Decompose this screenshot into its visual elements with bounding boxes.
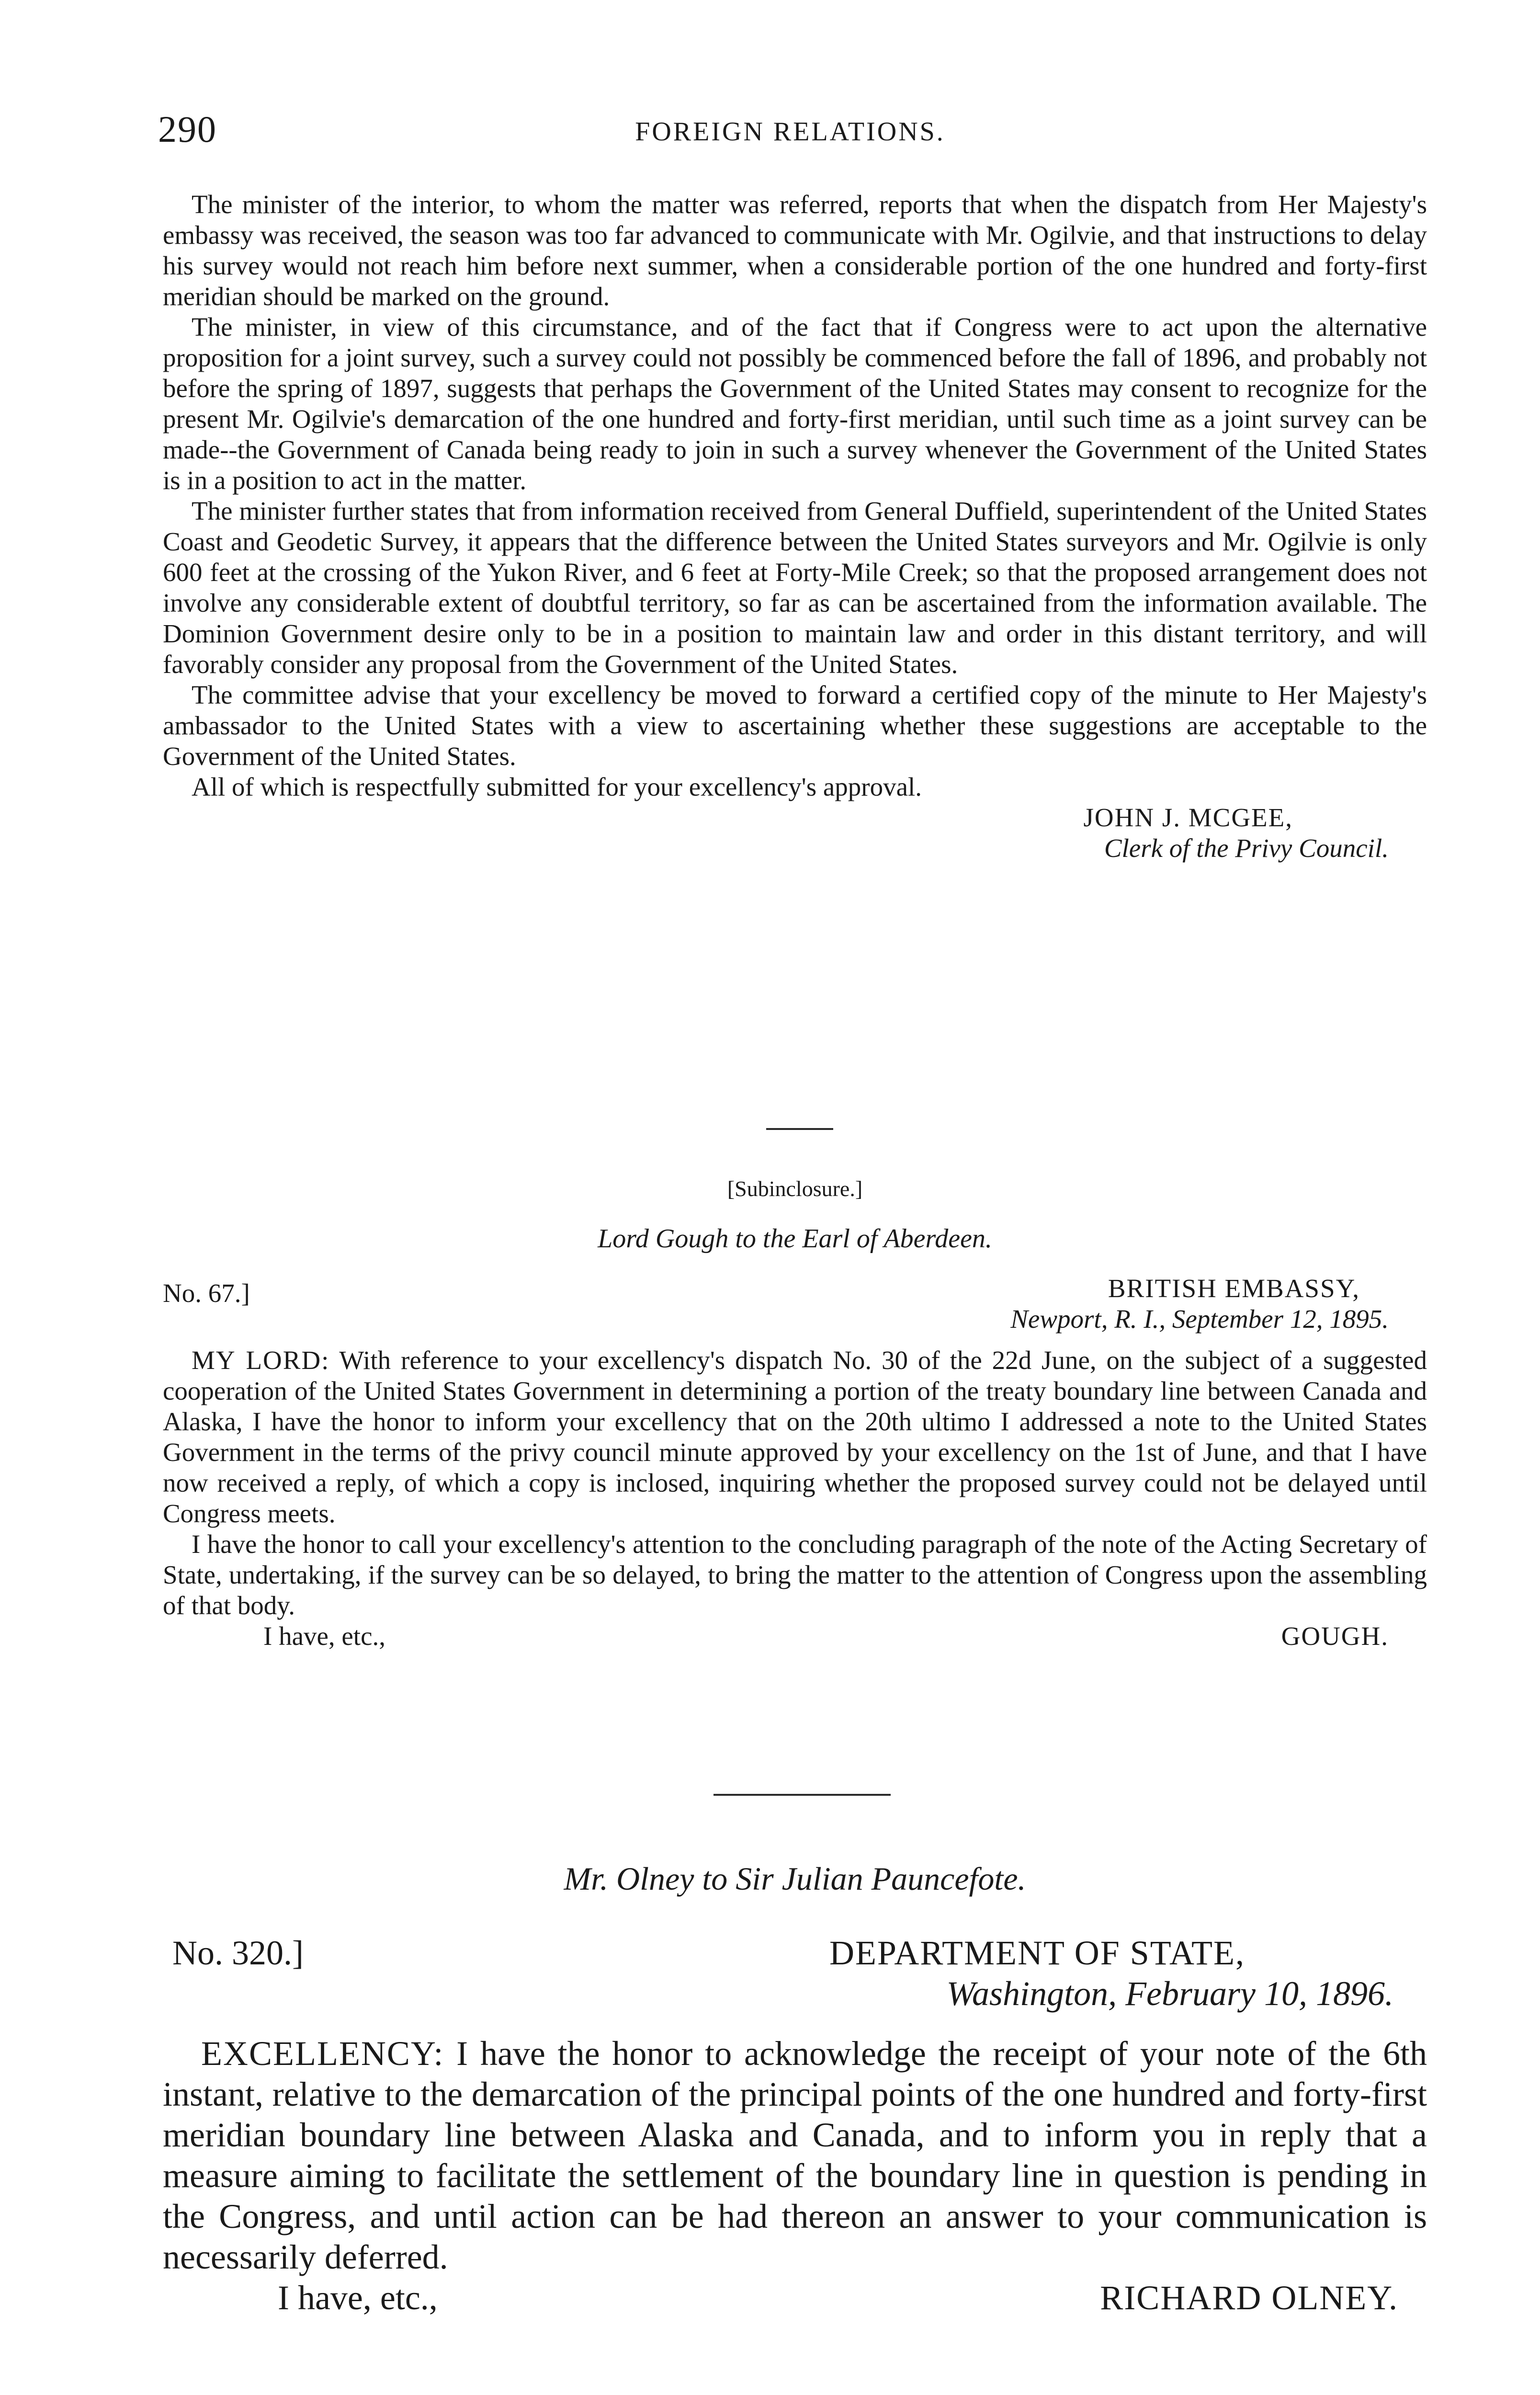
paragraph [163,1345,1427,1529]
signature: RICHARD OLNEY. [1100,2279,1398,2317]
closing-text: I have, etc., [278,2279,438,2317]
closing-text: I have, etc., [263,1621,385,1651]
paragraph [163,2033,1427,2278]
letter-heading-row [163,1933,1427,1973]
salutation: MY LORD: [192,1346,330,1375]
paragraph: The minister further states that from information received from General Duffield, superintendent of the United States Coast and Geodetic Survey, it appears that the difference between the United States surveyors and Mr. Ogilvie is only 600 feet at the crossing of the Yukon River, and 6 feet at Forty-Mile Creek; so that the proposed arrangement does not involve any considerable extent of doubtful territory, so far as can be ascertained from the information available. The Dominion Government desire only to be in a position to maintain law and order in this distant territory, and will favorably consider any proposal from the Government of the United States. [163,496,1427,679]
subinclosure-label: [Subinclosure.] [727,1176,863,1201]
page-number: 290 [158,108,217,150]
paragraph: I have the honor to call your excellency's attention to the concluding paragraph of the note of the Acting Secretary of State, undertaking, if the survey can be so delayed, to bring the matter to the attention of Congress upon the assembling of that body. [163,1529,1427,1620]
closing-row [163,1621,1427,1652]
letter-date: Washington, February 10, 1896. [946,1974,1393,2013]
separator-rule [766,1128,833,1130]
signature-title: Clerk of the Privy Council. [1104,833,1389,863]
dispatch-number: No. 67.] [163,1278,250,1308]
dispatch-number: No. 320.] [172,1934,304,1972]
sender-place: BRITISH EMBASSY, [1108,1274,1360,1303]
running-head: FOREIGN RELATIONS. [635,117,945,147]
gough-letter [163,1174,1427,1652]
signature-name: JOHN J. MCGEE, [1083,803,1293,832]
page-header [158,105,1422,158]
paragraph: The minister, in view of this circumstance, and of the fact that if Congress were to act upon the alternative proposition for a joint survey, such a survey could not possibly be commenced before the fall of 1896, and probably not before the spring of 1897, suggests that perhaps the Government of the United States may consent to recognize for the present Mr. Ogilvie's demarcation of the one hundred and forty-first meridian, until such time as a joint survey can be made--the Government of Canada being ready to join in such a survey whenever the Government of the United States is in a position to act in the matter. [163,312,1427,495]
paragraph: The committee advise that your excellency be moved to forward a certified copy of the minute to Her Majesty's ambassador to the United States with a view to ascertaining whether these suggestions are acceptable to the Government of the United States. [163,680,1427,771]
paragraph-text: I have the honor to acknowledge the receipt of your note of the 6th instant, relative to the demarcation of the principal points of the one hundred and forty-first meridian boundary line between Alaska and Canada, and to inform you in reply that a measure aiming to facilitate the settlement of the boundary line in question is pending in the Congress, and until action can be had thereon an answer to your communication is necessarily deferred. [163,2034,1427,2276]
letter-title: Lord Gough to the Earl of Aberdeen. [598,1224,992,1254]
letter-date: Newport, R. I., September 12, 1895. [1010,1304,1389,1334]
sender-place: DEPARTMENT OF STATE, [829,1934,1245,1972]
letter-heading-row [163,1273,1427,1308]
paragraph: The minister of the interior, to whom the matter was referred, reports that when the dispatch from Her Majesty's embassy was received, the season was too far advanced to communicate with Mr. Ogilvie, and that instructions to delay his survey would not reach him before next summer, when a considerable portion of the one hundred and forty-first meridian should be marked on the ground. [163,190,1427,311]
paragraph-text: With reference to your excellency's dispatch No. 30 of the 22d June, on the subject of a suggested cooperation of the United States Government in determining a portion of the treaty boundary line between Canada and Alaska, I have the honor to inform your excellency that on the 20th ultimo I addressed a note to the United States Government in the terms of the privy council minute approved by your excellency on the 1st of June, and that I have now received a reply, of which a copy is inclosed, inquiring whether the proposed survey could not be delayed until Congress meets. [163,1346,1427,1528]
letter-title: Mr. Olney to Sir Julian Pauncefote. [564,1860,1026,1897]
signature: GOUGH. [1281,1621,1389,1651]
olney-letter [163,1859,1427,2318]
minute-continuation [163,189,1427,864]
salutation: EXCELLENCY: [201,2034,444,2073]
paragraph: All of which is respectfully submitted for your excellency's approval. [192,772,922,801]
separator-rule [713,1794,891,1796]
closing-row [163,2278,1427,2318]
